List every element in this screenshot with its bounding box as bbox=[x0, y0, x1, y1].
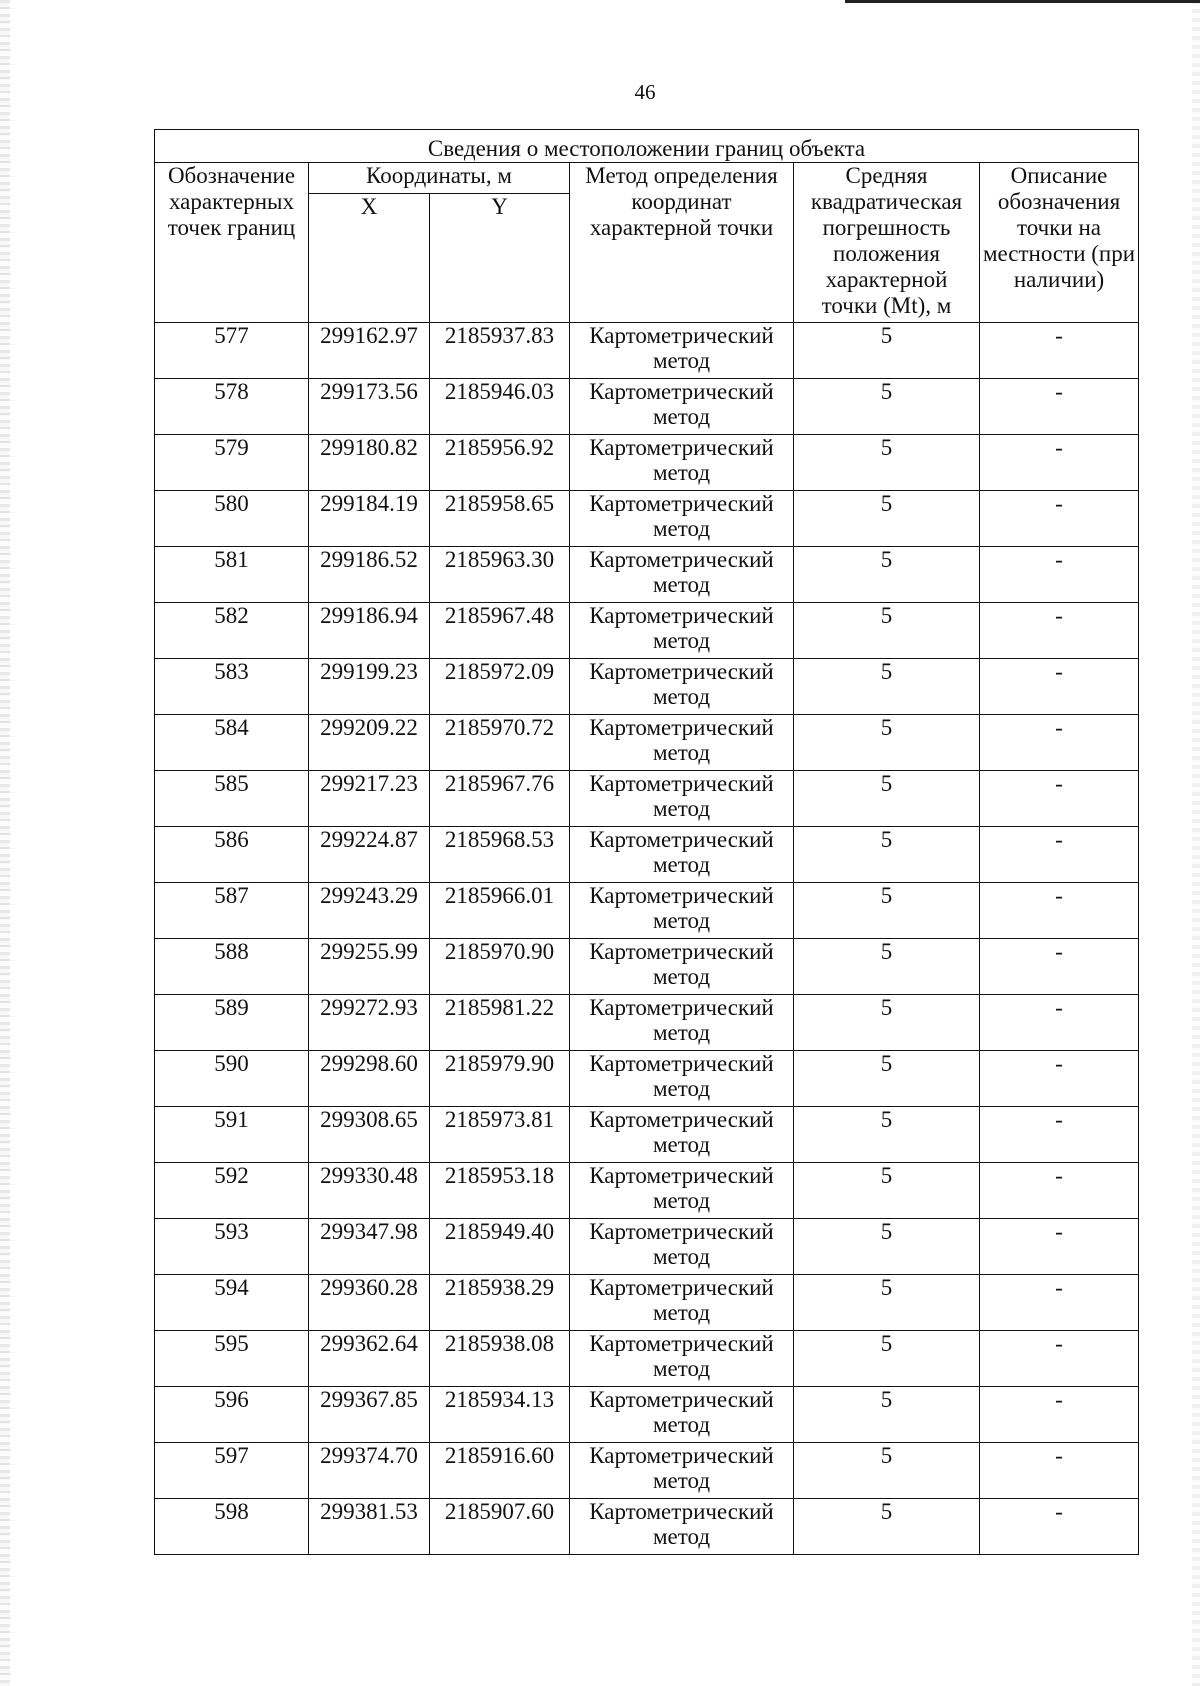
cell-point: 587 bbox=[155, 883, 309, 939]
table-row bbox=[155, 1387, 1139, 1443]
cell-mt: 5 bbox=[794, 1219, 980, 1275]
cell-mt: 5 bbox=[794, 1387, 980, 1443]
table-row bbox=[155, 1499, 1139, 1555]
cell-point: 584 bbox=[155, 715, 309, 771]
cell-desc: - bbox=[980, 715, 1139, 771]
cell-mt: 5 bbox=[794, 715, 980, 771]
cell-method: Картометрический метод bbox=[570, 547, 794, 603]
cell-method: Картометрический метод bbox=[570, 1163, 794, 1219]
cell-desc: - bbox=[980, 1387, 1139, 1443]
cell-x: 299186.52 bbox=[309, 547, 430, 603]
cell-desc: - bbox=[980, 939, 1139, 995]
header-mean-error: Средняя квадратическая погрешность положения характерной точки (Mt), м bbox=[794, 163, 980, 323]
table-title: Сведения о местоположении границ объекта bbox=[155, 130, 1139, 163]
cell-y: 2185981.22 bbox=[430, 995, 570, 1051]
cell-point: 583 bbox=[155, 659, 309, 715]
cell-mt: 5 bbox=[794, 1107, 980, 1163]
header-method: Метод определения координат характерной точки bbox=[570, 163, 794, 323]
cell-x: 299298.60 bbox=[309, 1051, 430, 1107]
table-row bbox=[155, 491, 1139, 547]
cell-method: Картометрический метод bbox=[570, 939, 794, 995]
cell-mt: 5 bbox=[794, 1051, 980, 1107]
cell-y: 2185967.76 bbox=[430, 771, 570, 827]
cell-mt: 5 bbox=[794, 435, 980, 491]
cell-desc: - bbox=[980, 1163, 1139, 1219]
cell-mt: 5 bbox=[794, 1331, 980, 1387]
cell-mt: 5 bbox=[794, 939, 980, 995]
cell-y: 2185979.90 bbox=[430, 1051, 570, 1107]
table-row bbox=[155, 1443, 1139, 1499]
cell-point: 580 bbox=[155, 491, 309, 547]
cell-desc: - bbox=[980, 1219, 1139, 1275]
cell-y: 2185953.18 bbox=[430, 1163, 570, 1219]
cell-x: 299180.82 bbox=[309, 435, 430, 491]
table-row bbox=[155, 1163, 1139, 1219]
cell-y: 2185937.83 bbox=[430, 323, 570, 379]
cell-x: 299186.94 bbox=[309, 603, 430, 659]
cell-desc: - bbox=[980, 1499, 1139, 1555]
cell-x: 299374.70 bbox=[309, 1443, 430, 1499]
cell-mt: 5 bbox=[794, 547, 980, 603]
cell-y: 2185938.29 bbox=[430, 1275, 570, 1331]
cell-x: 299173.56 bbox=[309, 379, 430, 435]
cell-x: 299381.53 bbox=[309, 1499, 430, 1555]
cell-method: Картометрический метод bbox=[570, 603, 794, 659]
cell-desc: - bbox=[980, 379, 1139, 435]
scan-edge-right bbox=[1192, 0, 1200, 1686]
cell-point: 577 bbox=[155, 323, 309, 379]
cell-y: 2185970.72 bbox=[430, 715, 570, 771]
table-row bbox=[155, 995, 1139, 1051]
cell-point: 594 bbox=[155, 1275, 309, 1331]
cell-desc: - bbox=[980, 1051, 1139, 1107]
cell-mt: 5 bbox=[794, 883, 980, 939]
cell-x: 299255.99 bbox=[309, 939, 430, 995]
cell-point: 578 bbox=[155, 379, 309, 435]
cell-x: 299308.65 bbox=[309, 1107, 430, 1163]
cell-point: 595 bbox=[155, 1331, 309, 1387]
cell-desc: - bbox=[980, 491, 1139, 547]
cell-desc: - bbox=[980, 603, 1139, 659]
cell-desc: - bbox=[980, 1107, 1139, 1163]
cell-mt: 5 bbox=[794, 491, 980, 547]
cell-method: Картометрический метод bbox=[570, 379, 794, 435]
cell-y: 2185966.01 bbox=[430, 883, 570, 939]
cell-desc: - bbox=[980, 771, 1139, 827]
cell-point: 596 bbox=[155, 1387, 309, 1443]
cell-x: 299362.64 bbox=[309, 1331, 430, 1387]
cell-method: Картометрический метод bbox=[570, 1275, 794, 1331]
cell-mt: 5 bbox=[794, 827, 980, 883]
cell-method: Картометрический метод bbox=[570, 659, 794, 715]
table-row bbox=[155, 715, 1139, 771]
table-row bbox=[155, 603, 1139, 659]
cell-point: 582 bbox=[155, 603, 309, 659]
cell-point: 593 bbox=[155, 1219, 309, 1275]
header-coordinates: Координаты, м bbox=[309, 163, 570, 194]
table-row bbox=[155, 1331, 1139, 1387]
cell-y: 2185967.48 bbox=[430, 603, 570, 659]
cell-method: Картометрический метод bbox=[570, 323, 794, 379]
cell-desc: - bbox=[980, 547, 1139, 603]
cell-y: 2185972.09 bbox=[430, 659, 570, 715]
cell-desc: - bbox=[980, 1443, 1139, 1499]
cell-desc: - bbox=[980, 883, 1139, 939]
boundary-coordinates-table bbox=[154, 129, 1139, 1555]
cell-desc: - bbox=[980, 435, 1139, 491]
cell-y: 2185946.03 bbox=[430, 379, 570, 435]
cell-method: Картометрический метод bbox=[570, 827, 794, 883]
cell-mt: 5 bbox=[794, 1499, 980, 1555]
cell-point: 588 bbox=[155, 939, 309, 995]
cell-point: 591 bbox=[155, 1107, 309, 1163]
cell-x: 299243.29 bbox=[309, 883, 430, 939]
table-row bbox=[155, 939, 1139, 995]
cell-x: 299360.28 bbox=[309, 1275, 430, 1331]
table-row bbox=[155, 379, 1139, 435]
cell-mt: 5 bbox=[794, 659, 980, 715]
cell-x: 299367.85 bbox=[309, 1387, 430, 1443]
cell-point: 598 bbox=[155, 1499, 309, 1555]
cell-x: 299184.19 bbox=[309, 491, 430, 547]
header-x: X bbox=[309, 194, 430, 323]
cell-point: 581 bbox=[155, 547, 309, 603]
cell-mt: 5 bbox=[794, 995, 980, 1051]
cell-mt: 5 bbox=[794, 1275, 980, 1331]
cell-mt: 5 bbox=[794, 1163, 980, 1219]
cell-y: 2185963.30 bbox=[430, 547, 570, 603]
cell-point: 590 bbox=[155, 1051, 309, 1107]
table-row bbox=[155, 435, 1139, 491]
cell-mt: 5 bbox=[794, 1443, 980, 1499]
cell-desc: - bbox=[980, 1275, 1139, 1331]
cell-x: 299330.48 bbox=[309, 1163, 430, 1219]
cell-x: 299217.23 bbox=[309, 771, 430, 827]
cell-desc: - bbox=[980, 323, 1139, 379]
cell-method: Картометрический метод bbox=[570, 1051, 794, 1107]
table-row bbox=[155, 659, 1139, 715]
cell-y: 2185938.08 bbox=[430, 1331, 570, 1387]
table-row bbox=[155, 771, 1139, 827]
table-row bbox=[155, 883, 1139, 939]
cell-y: 2185956.92 bbox=[430, 435, 570, 491]
cell-y: 2185973.81 bbox=[430, 1107, 570, 1163]
scan-top-line bbox=[845, 0, 1200, 3]
cell-point: 586 bbox=[155, 827, 309, 883]
cell-desc: - bbox=[980, 1331, 1139, 1387]
cell-point: 585 bbox=[155, 771, 309, 827]
cell-point: 592 bbox=[155, 1163, 309, 1219]
cell-method: Картометрический метод bbox=[570, 715, 794, 771]
cell-mt: 5 bbox=[794, 771, 980, 827]
page-number: 46 bbox=[634, 80, 656, 104]
cell-mt: 5 bbox=[794, 323, 980, 379]
cell-x: 299272.93 bbox=[309, 995, 430, 1051]
cell-method: Картометрический метод bbox=[570, 883, 794, 939]
table-row bbox=[155, 1275, 1139, 1331]
header-point-designation: Обозначение характерных точек границ bbox=[155, 163, 309, 323]
header-description: Описание обозначения точки на местности (при наличии) bbox=[980, 163, 1139, 323]
cell-method: Картометрический метод bbox=[570, 771, 794, 827]
cell-method: Картометрический метод bbox=[570, 1219, 794, 1275]
cell-method: Картометрический метод bbox=[570, 491, 794, 547]
cell-method: Картометрический метод bbox=[570, 1331, 794, 1387]
scan-edge-left bbox=[0, 0, 10, 1686]
cell-y: 2185949.40 bbox=[430, 1219, 570, 1275]
cell-point: 589 bbox=[155, 995, 309, 1051]
cell-y: 2185958.65 bbox=[430, 491, 570, 547]
cell-desc: - bbox=[980, 827, 1139, 883]
cell-x: 299347.98 bbox=[309, 1219, 430, 1275]
table-body bbox=[155, 323, 1139, 1555]
cell-x: 299162.97 bbox=[309, 323, 430, 379]
cell-method: Картометрический метод bbox=[570, 995, 794, 1051]
cell-point: 579 bbox=[155, 435, 309, 491]
cell-point: 597 bbox=[155, 1443, 309, 1499]
table-row bbox=[155, 1107, 1139, 1163]
cell-y: 2185907.60 bbox=[430, 1499, 570, 1555]
cell-method: Картометрический метод bbox=[570, 435, 794, 491]
cell-y: 2185968.53 bbox=[430, 827, 570, 883]
cell-y: 2185934.13 bbox=[430, 1387, 570, 1443]
table-row bbox=[155, 827, 1139, 883]
cell-method: Картометрический метод bbox=[570, 1443, 794, 1499]
table-row bbox=[155, 547, 1139, 603]
cell-y: 2185970.90 bbox=[430, 939, 570, 995]
cell-method: Картометрический метод bbox=[570, 1499, 794, 1555]
cell-y: 2185916.60 bbox=[430, 1443, 570, 1499]
table-row bbox=[155, 1219, 1139, 1275]
header-y: Y bbox=[430, 194, 570, 323]
cell-x: 299199.23 bbox=[309, 659, 430, 715]
cell-mt: 5 bbox=[794, 379, 980, 435]
cell-method: Картометрический метод bbox=[570, 1387, 794, 1443]
cell-desc: - bbox=[980, 659, 1139, 715]
cell-desc: - bbox=[980, 995, 1139, 1051]
cell-method: Картометрический метод bbox=[570, 1107, 794, 1163]
cell-x: 299209.22 bbox=[309, 715, 430, 771]
cell-x: 299224.87 bbox=[309, 827, 430, 883]
table-row bbox=[155, 1051, 1139, 1107]
table-row bbox=[155, 323, 1139, 379]
cell-mt: 5 bbox=[794, 603, 980, 659]
